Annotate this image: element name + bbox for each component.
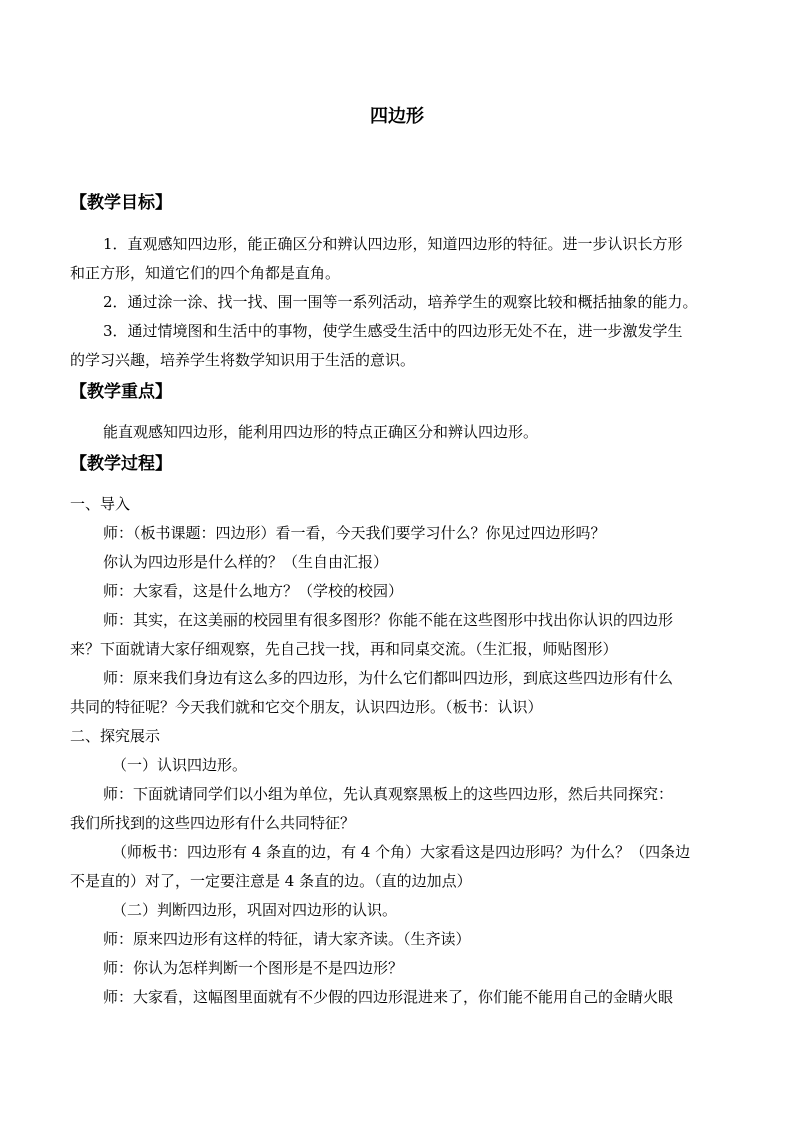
paragraph-line: 和正方形，知道它们的四个角都是直角。 xyxy=(70,264,341,282)
paragraph-line: （师板书：四边形有 4 条直的边，有 4 个角）大家看这是四边形吗？为什么？（四条边 xyxy=(112,843,691,861)
paragraph-line: 1．直观感知四边形，能正确区分和辨认四边形，知道四边形的特征。进一步认识长方形 xyxy=(103,235,683,253)
paragraph-line: 师：原来我们身边有这么多的四边形，为什么它们都叫四边形，到底这些四边形有什么 xyxy=(103,669,674,687)
paragraph-line: 师：（板书课题：四边形）看一看，今天我们要学习什么？你见过四边形吗？ xyxy=(103,524,606,542)
paragraph-line: 师：下面就请同学们以小组为单位，先认真观察黑板上的这些四边形，然后共同探究： xyxy=(103,785,674,803)
paragraph-line: 师：大家看，这是什么地方？（学校的校园） xyxy=(103,582,404,600)
paragraph-line: 共同的特征呢？今天我们就和它交个朋友，认识四边形。（板书：认识） xyxy=(70,698,543,716)
document-title: 四边形 xyxy=(370,106,424,127)
paragraph-line: 3．通过情境图和生活中的事物，使学生感受生活中的四边形无处不在，进一步激发学生 xyxy=(103,322,683,340)
paragraph-line: 师：其实，在这美丽的校园里有很多图形？你能不能在这些图形中找出你认识的四边形 xyxy=(103,611,674,629)
subsection-heading: 二、探究展示 xyxy=(70,727,161,745)
paragraph-line: 的学习兴趣，培养学生将数学知识用于生活的意识。 xyxy=(70,351,416,369)
paragraph-line: 不是直的）对了，一定要注意是 4 条直的边。（直的边加点） xyxy=(70,872,472,890)
paragraph-line: 师：原来四边形有这样的特征，请大家齐读。（生齐读） xyxy=(103,930,471,948)
paragraph-line: 师：大家看，这幅图里面就有不少假的四边形混进来了，你们能不能用自己的金睛火眼 xyxy=(103,988,674,1006)
subsection-heading: 一、导入 xyxy=(70,495,131,513)
section-heading-process: 【教学过程】 xyxy=(70,454,172,474)
paragraph-line: （一）认识四边形。 xyxy=(112,756,248,774)
paragraph-line: 我们所找到的这些四边形有什么共同特征？ xyxy=(70,814,356,832)
paragraph-line: 你认为四边形是什么样的？（生自由汇报） xyxy=(103,553,389,571)
paragraph-line: 2．通过涂一涂、找一找、围一围等一系列活动，培养学生的观察比较和概括抽象的能力。 xyxy=(103,293,698,311)
section-heading-objectives: 【教学目标】 xyxy=(70,193,172,213)
paragraph-line: 来？下面就请大家仔细观察，先自己找一找，再和同桌交流。（生汇报，师贴图形） xyxy=(70,640,618,658)
paragraph-line: 师：你认为怎样判断一个图形是不是四边形？ xyxy=(103,959,404,977)
section-heading-key-points: 【教学重点】 xyxy=(70,382,172,402)
paragraph-line: （二）判断四边形，巩固对四边形的认识。 xyxy=(112,901,398,919)
paragraph-line: 能直观感知四边形，能利用四边形的特点正确区分和辨认四边形。 xyxy=(103,423,539,441)
